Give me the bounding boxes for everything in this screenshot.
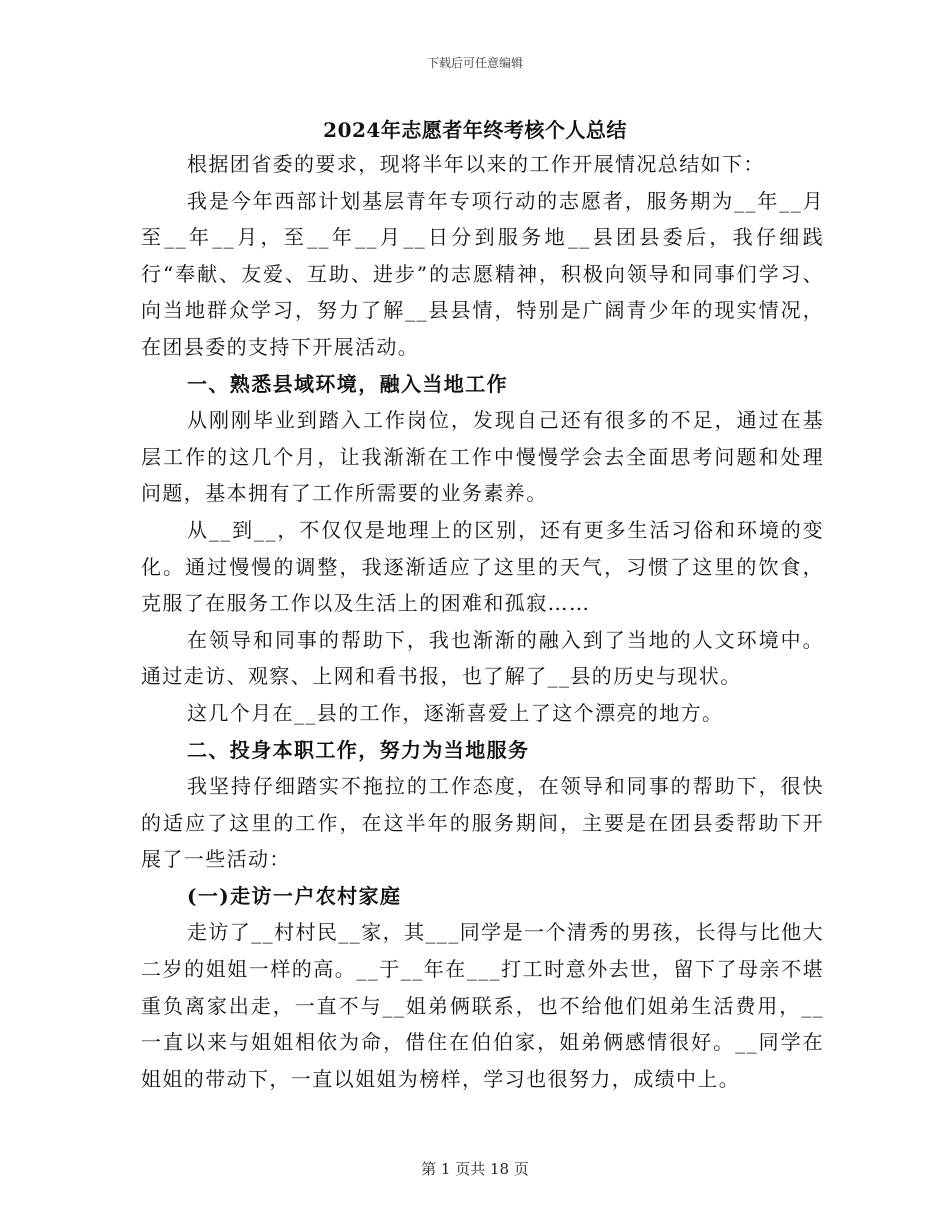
section-heading-1: 一、熟悉县域环境，融入当地工作 [187, 371, 508, 396]
paragraph: 我坚持仔细踏实不拖拉的工作态度，在领导和同事的帮助下，很快的适应了这里的工作，在这半年的服务期间，主要是在团县委帮助下开展了一些活动： [141, 774, 824, 872]
document-title: 2024年志愿者年终考核个人总结 [323, 118, 627, 142]
paragraph: 从刚刚毕业到踏入工作岗位，发现自己还有很多的不足，通过在基层工作的这几个月，让我渐渐在工作中慢慢学会去全面思考问题和处理问题，基本拥有了工作所需要的业务素养。 [141, 408, 824, 506]
section-heading-2: 二、投身本职工作，努力为当地服务 [187, 737, 530, 762]
paragraph: 在领导和同事的帮助下，我也渐渐的融入到了当地的人文环境中。通过走访、观察、上网和看书报，也了解了__县的历史与现状。 [141, 627, 824, 689]
document-body [141, 146, 824, 1097]
page-footer: 第 1 页共 18 页 [421, 1160, 529, 1178]
paragraph: 这几个月在__县的工作，逐渐喜爱上了这个漂亮的地方。 [187, 700, 724, 725]
paragraph-intro: 根据团省委的要求，现将半年以来的工作开展情况总结如下： [187, 152, 765, 176]
subsection-heading-1: (一)走访一户农村家庭 [187, 883, 402, 908]
paragraph-service: 我是今年西部计划基层青年专项行动的志愿者，服务期为__年__月至__年__月，至__年__月__日分到服务地__县团县委后，我仔细践行“奉献、友爱、互助、进步”的志愿精神，积极向领导和同事们学习、向当地群众学习，努力了解__县县情，特别是广阔青少年的现实情况，在团县委的支持下开展活动。 [141, 188, 824, 359]
paragraph: 走访了__村村民__家，其___同学是一个清秀的男孩，长得与比他大二岁的姐姐一样的高。__于__年在___打工时意外去世，留下了母亲不堪重负离家出走，一直不与__姐弟俩联系，也不给他们姐弟生活费用，__一直以来与姐姐相依为命，借住在伯伯家，姐弟俩感情很好。__同学在姐姐的带动下，一直以姐姐为榜样，学习也很努力，成绩中上。 [141, 920, 824, 1091]
paragraph: 从__到__，不仅仅是地理上的区别，还有更多生活习俗和环境的变化。通过慢慢的调整，我逐渐适应了这里的天气，习惯了这里的饮食，克服了在服务工作以及生活上的困难和孤寂…… [141, 517, 824, 616]
header-note: 下载后可任意编辑 [426, 56, 523, 70]
